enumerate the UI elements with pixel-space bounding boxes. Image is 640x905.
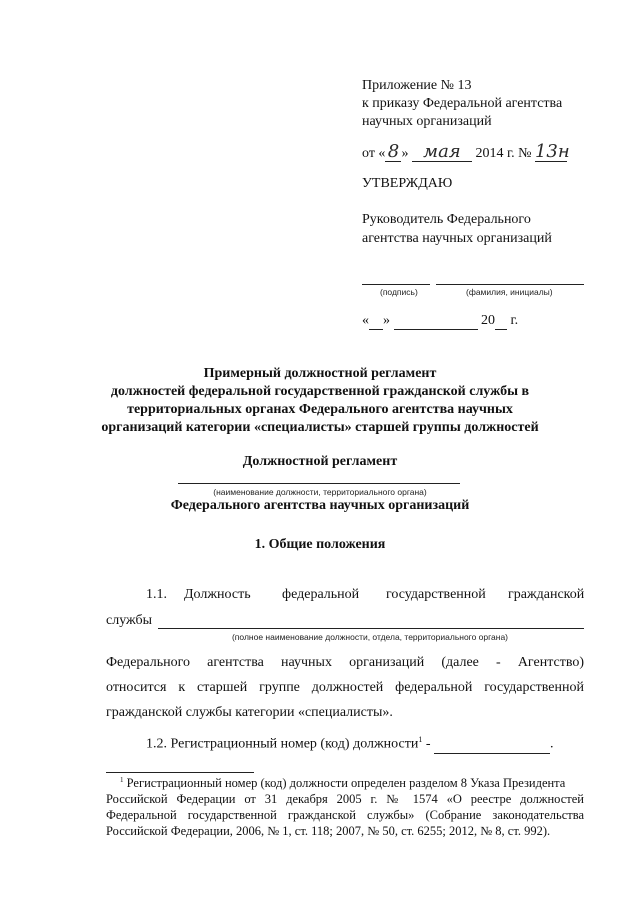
p11-word3: государственной <box>386 587 486 602</box>
p12-code-blank <box>434 737 550 754</box>
signature-line <box>362 284 430 285</box>
position-name-caption: (наименование должности, территориального органа) <box>213 487 427 497</box>
footnote-separator <box>106 772 254 773</box>
p11-line4: гражданской службы категории «специалисты». <box>106 705 393 720</box>
position-name-line <box>178 483 460 484</box>
regulation-heading: Должностной регламент <box>242 454 398 469</box>
date-month-handwritten: мая <box>412 143 472 162</box>
p11-position-line <box>158 628 584 629</box>
order-reference: к приказу Федеральной агентства <box>362 96 563 111</box>
order-date-line <box>362 141 570 162</box>
signature-caption: (подпись) <box>380 287 418 297</box>
date-prefix: от « <box>362 146 386 161</box>
footnote-line1 <box>120 776 565 791</box>
name-line <box>436 284 584 285</box>
name-caption: (фамилия, инициалы) <box>466 287 553 297</box>
footnote-line4: Российской Федерации, 2006, № 1, ст. 118; 2007, № 50, ст. 6255; 2012, № 8, ст. 992). <box>106 824 551 838</box>
approve-label: УТВЕРЖДАЮ <box>362 176 453 191</box>
p12-text: 1.2. Регистрационный номер (код) должности <box>146 736 419 752</box>
p11-word2: федеральной <box>282 587 360 602</box>
approval-date-line <box>362 313 518 330</box>
p11-service: службы <box>106 613 153 628</box>
footnote-line2: Российской Федерации от 31 декабря 2005 г. № 1574 «О реестре должностей <box>106 792 584 806</box>
footnote-line3: Федеральной государственной гражданской службы» (Собрание законодательства <box>106 808 584 822</box>
p11-line3: относится к старшей группе должностей федеральной государственной <box>106 680 584 695</box>
title-line1: Примерный должностной регламент <box>203 366 437 381</box>
date-mid: » <box>401 146 409 161</box>
date-blank-suffix: г. <box>510 313 519 328</box>
date-blank-year: 20 <box>481 313 495 328</box>
p11-word4: гражданской <box>508 587 585 602</box>
p11-position-caption: (полное наименование должности, отдела, территориального органа) <box>231 632 509 642</box>
footnote-mark: 1 <box>120 776 124 784</box>
title-line4: организаций категории «специалисты» старшей группы должностей <box>101 420 539 435</box>
title-line2: должностей федеральной государственной гражданской службы в <box>110 384 530 399</box>
p12-dash: - <box>425 736 431 752</box>
section1-heading: 1. Общие положения <box>254 537 386 552</box>
head-title-line1: Руководитель Федерального <box>362 212 531 227</box>
order-number-handwritten: 13н <box>534 141 570 162</box>
p11-line2: Федерального агентства научных организаций (далее - Агентство) <box>106 655 584 670</box>
date-blank-open: « <box>362 313 369 328</box>
p12-line <box>146 735 554 754</box>
p11-number: 1.1. <box>146 587 167 602</box>
date-day-handwritten: 8 <box>385 143 401 162</box>
agency-name: Федерального агентства научных организаций <box>170 498 470 513</box>
p11-word1: Должность <box>184 587 251 602</box>
appendix-number: Приложение № 13 <box>362 78 472 93</box>
order-organization: научных организаций <box>362 114 492 129</box>
date-blank-close: » <box>383 313 390 328</box>
date-year-text: 2014 г. № <box>475 146 532 161</box>
title-line3: территориальных органах Федерального агентства научных <box>127 402 513 417</box>
head-title-line2: агентства научных организаций <box>362 231 552 246</box>
footnote-line1-text: Регистрационный номер (код) должности определен разделом 8 Указа Президента <box>126 776 566 791</box>
p12-end: . <box>550 736 554 752</box>
p12-footnote-ref: 1 <box>418 735 423 744</box>
